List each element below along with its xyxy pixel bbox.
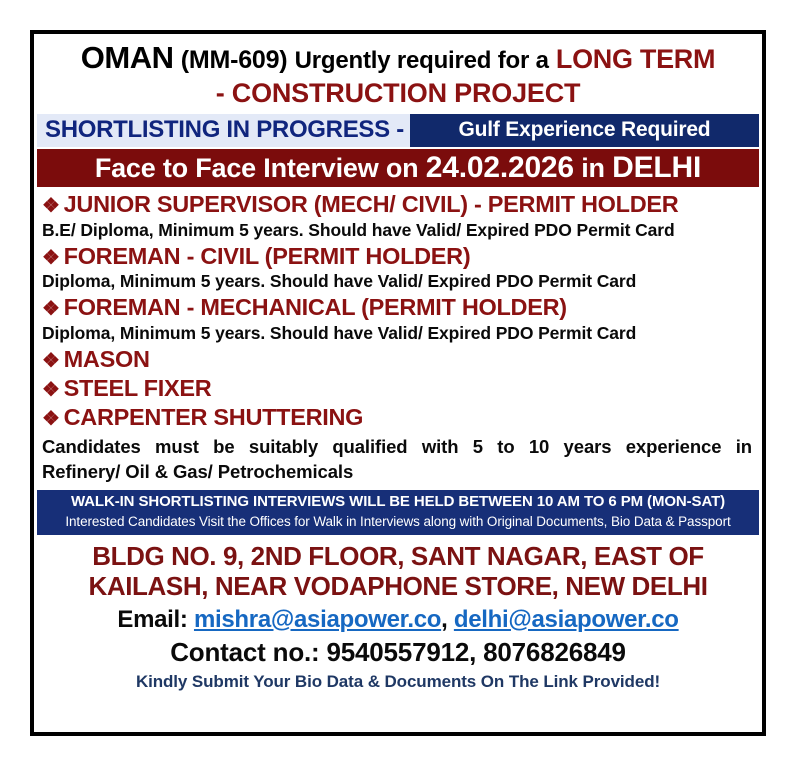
gulf-experience-badge: Gulf Experience Required bbox=[410, 114, 759, 147]
job-title-text: CARPENTER SHUTTERING bbox=[63, 403, 364, 430]
job-title bbox=[42, 404, 754, 432]
shortlisting-status-text: SHORTLISTING IN PROGRESS - bbox=[45, 116, 404, 144]
walkin-instructions-text: Interested Candidates Visit the Offices for Walk in Interviews along with Original Documents, Bio Data & Passport bbox=[65, 513, 731, 529]
address-line-2: KAILASH, NEAR VODAPHONE STORE, NEW DELHI bbox=[88, 571, 708, 602]
requirements-paragraph bbox=[34, 431, 762, 485]
job-description: Diploma, Minimum 5 years. Should have Valid/ Expired PDO Permit Card bbox=[42, 323, 637, 344]
job-title-text: MASON bbox=[63, 346, 150, 373]
diamond-bullet-icon: ❖ bbox=[42, 350, 60, 373]
interview-prefix: Face to Face Interview on bbox=[94, 152, 419, 183]
headline-line-1 bbox=[40, 41, 756, 76]
interview-date: 24.02.2026 bbox=[425, 150, 574, 184]
email-label: Email: bbox=[117, 605, 188, 633]
email-link-primary[interactable]: mishra@asiapower.co bbox=[193, 605, 442, 633]
requirements-line-2: Refinery/ Oil & Gas/ Petrochemicals bbox=[42, 461, 354, 483]
job-title bbox=[42, 294, 754, 322]
headline-job-code: (MM-609) bbox=[180, 46, 288, 74]
diamond-bullet-icon: ❖ bbox=[42, 246, 60, 269]
walkin-banner bbox=[37, 490, 759, 534]
diamond-bullet-icon: ❖ bbox=[42, 407, 60, 430]
email-row bbox=[34, 602, 762, 634]
job-title-text: JUNIOR SUPERVISOR (MECH/ CIVIL) - PERMIT HOLDER bbox=[63, 190, 679, 217]
advertisement-frame bbox=[30, 30, 766, 736]
email-link-secondary[interactable]: delhi@asiapower.co bbox=[453, 605, 679, 633]
office-address bbox=[34, 535, 762, 602]
job-description: B.E/ Diploma, Minimum 5 years. Should have Valid/ Expired PDO Permit Card bbox=[42, 219, 675, 240]
interview-banner bbox=[37, 149, 759, 187]
job-title bbox=[42, 346, 754, 374]
email-separator: , bbox=[441, 605, 448, 633]
job-title-text: FOREMAN - MECHANICAL (PERMIT HOLDER) bbox=[63, 294, 567, 321]
job-title bbox=[42, 243, 754, 271]
shortlisting-banner bbox=[37, 114, 759, 147]
job-description: Diploma, Minimum 5 years. Should have Valid/ Expired PDO Permit Card bbox=[42, 271, 637, 292]
job-list bbox=[34, 187, 762, 431]
requirements-line-1: Candidates must be suitably qualified with 5 to 10 years experience in bbox=[42, 436, 752, 458]
job-title-text: FOREMAN - CIVIL (PERMIT HOLDER) bbox=[63, 242, 471, 269]
job-title bbox=[42, 191, 754, 219]
contact-numbers: Contact no.: 9540557912, 8076826849 bbox=[170, 636, 626, 667]
diamond-bullet-icon: ❖ bbox=[42, 298, 60, 321]
job-title bbox=[42, 375, 754, 403]
address-line-1: BLDG NO. 9, 2ND FLOOR, SANT NAGAR, EAST OF bbox=[92, 540, 704, 571]
headline-block bbox=[34, 34, 762, 108]
submission-note: Kindly Submit Your Bio Data & Documents On The Link Provided! bbox=[135, 671, 661, 691]
advertisement-content bbox=[34, 34, 762, 732]
headline-line-2: - CONSTRUCTION PROJECT bbox=[215, 77, 581, 108]
diamond-bullet-icon: ❖ bbox=[42, 378, 60, 401]
walkin-hours-text: WALK-IN SHORTLISTING INTERVIEWS WILL BE HELD BETWEEN 10 AM TO 6 PM (MON-SAT) bbox=[70, 493, 726, 511]
diamond-bullet-icon: ❖ bbox=[42, 194, 60, 217]
interview-middle: in bbox=[581, 152, 605, 183]
headline-mid-text: Urgently required for a bbox=[294, 47, 549, 74]
headline-country: OMAN bbox=[80, 40, 174, 75]
interview-city: DELHI bbox=[612, 150, 702, 184]
job-title-text: STEEL FIXER bbox=[63, 374, 212, 401]
headline-highlight: LONG TERM bbox=[555, 44, 716, 74]
